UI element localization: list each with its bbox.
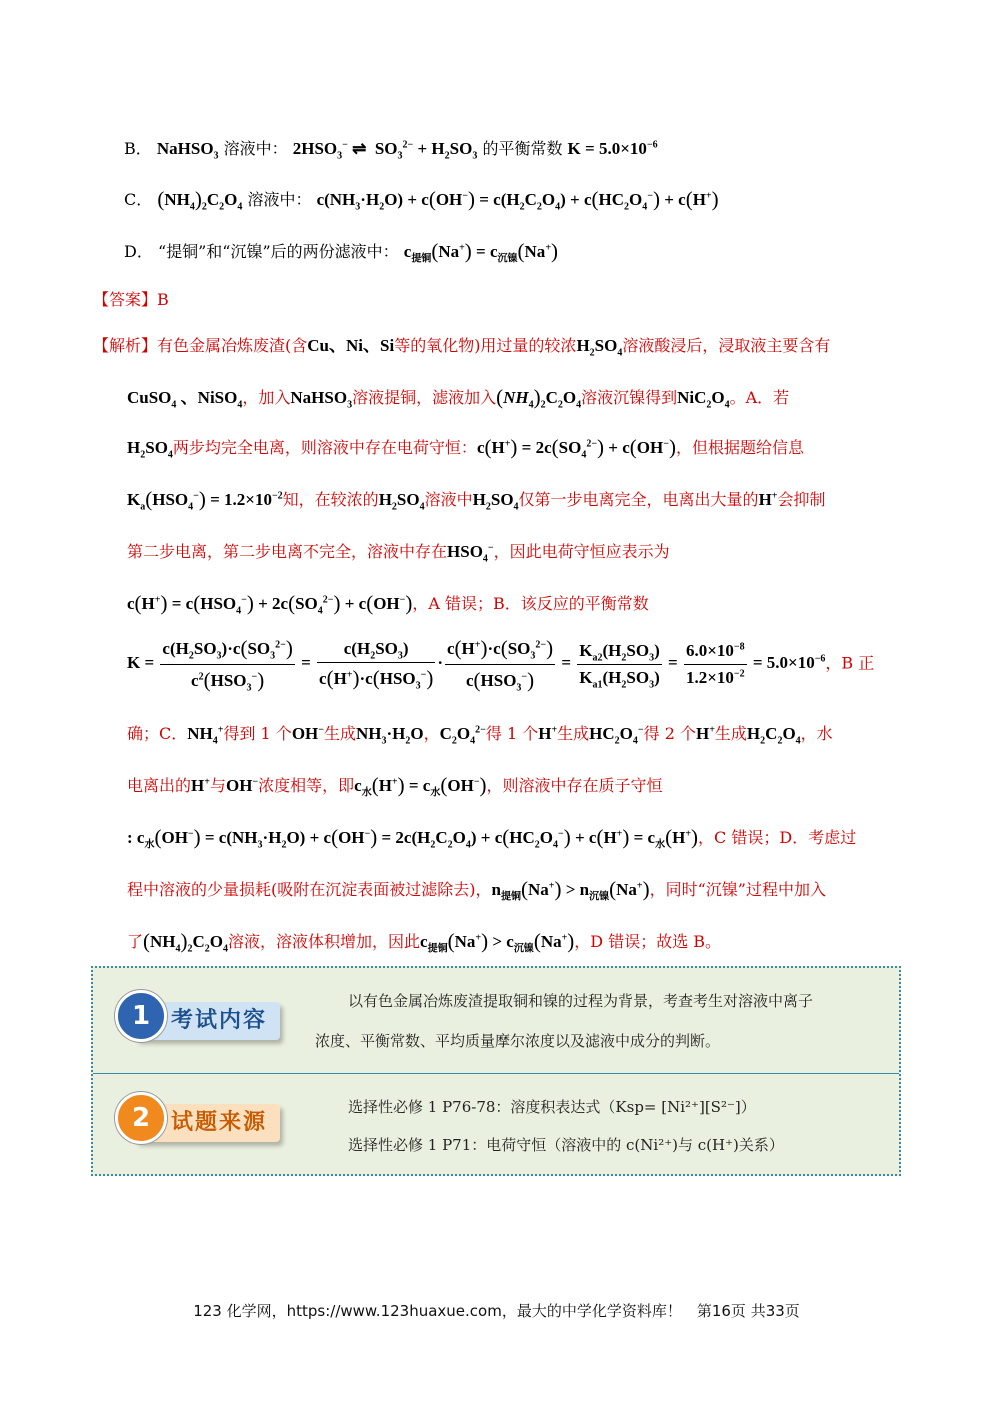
formula: H+ [758, 490, 778, 509]
analysis-line-10 [127, 825, 856, 850]
analysis-text: 得 1 个 [485, 724, 539, 743]
option-c-text: 溶液中： [247, 190, 312, 209]
analysis-text: ，D 错误；故选 B。 [574, 932, 722, 951]
option-b-label: B． [124, 139, 152, 158]
option-c-label: C． [124, 190, 153, 209]
formula: $H_2SO_4$ [127, 438, 173, 461]
option-b-equation: $2HSO_3^-$ ⇌ $SO_3^{2-} + H_2SO_3$ [292, 139, 478, 162]
option-b-formula: NaHSO$_3$ [156, 139, 219, 162]
option-c [124, 187, 719, 212]
analysis-text: 第二步电离，第二步电离不完全，溶液中存在 [127, 542, 448, 561]
formula: $(NH_4)_2C_2O_4$ [496, 385, 582, 411]
analysis-text: ，因此电荷守恒应表示为 [493, 542, 670, 561]
analysis-text: ，加入 [242, 388, 291, 407]
option-b [124, 136, 658, 162]
formula: OH− [291, 724, 324, 743]
analysis-text: 会抑制 [777, 490, 826, 509]
analysis-text: 等的氧化物)用过量的较浓 [394, 336, 577, 355]
answer-value: B [157, 290, 169, 309]
badge-exam-content [115, 990, 275, 1050]
analysis-line-1 [93, 331, 831, 359]
analysis-text: 溶液，溶液体积增加，因此 [228, 932, 421, 951]
analysis-text: 有色金属冶炼废渣(含 [157, 336, 308, 355]
analysis-text: ，C 错误；D．考虑过 [698, 828, 857, 847]
analysis-text: 溶液酸浸后，浸取液主要含有 [622, 336, 831, 355]
option-d [124, 239, 558, 264]
equation: $c(H^+) = 2c(SO_4^{2-}) + c(OH^-)$ [476, 435, 676, 461]
analysis-text: ，但根据题给信息 [675, 438, 804, 457]
formula: NaHSO$_3$ [290, 388, 353, 411]
box-divider [93, 1073, 899, 1074]
option-b-constant: $K = 5.0\times 10^{-6}$ [567, 139, 658, 158]
equation: $K_a(HSO_4^-) = 1.2\times 10^{-2}$ [127, 487, 283, 513]
formula: $HC_2O_4^-$ [589, 724, 644, 747]
question-source-text-1: 选择性必修 1 P76-78：溶度积表达式（Ksp= [Ni²⁺][S²⁻]） [348, 1098, 756, 1116]
equation: $c_{提铜}(Na^+) > c_{沉镍}(Na^+)$ [420, 929, 575, 955]
option-d-label: D． [124, 242, 153, 261]
formula: $NH_3\cdot H_2O$ [355, 724, 424, 747]
analysis-text: 溶液中 [424, 490, 473, 509]
analysis-line-5 [127, 539, 670, 565]
analysis-text: 生成 [557, 724, 590, 743]
option-c-equation: $c(NH_3\cdot H_2O) + c(OH^-) = c(H_2C_2O_4) + c(HC_2O_4^-) + c(H^+)$ [316, 187, 719, 213]
equilibrium-constant-expression: K = $\frac{c(H_2SO_3)\cdot c(SO_3^{2-})}{c^2(HSO_3^-)}$ = $\frac{c(H_2SO_3)}{c(H^+)\cdot c(HSO_3^-)}$ · $\frac{c(H^+)\cdot c(SO_3^{2-})}{c(HSO_3^-)}$ = $\frac{K_{a2}(H_2SO_3)}{K_{a1}(H_2SO_3)}$ = $\frac{6.0\times 10^{-8}}{1.2\times 10^{-2}}$ = $5.0\times 10^{-6}$ [127, 636, 826, 694]
formula: $(NH_4)_2C_2O_4$ [143, 929, 229, 955]
formula: $H_2C_2O_4$ [746, 724, 801, 747]
analysis-text: 溶液沉镍得到 [581, 388, 678, 407]
badge-tag: 试题来源 [135, 1104, 280, 1142]
badge-number: 2 [115, 1092, 167, 1144]
analysis-line-11 [127, 877, 826, 902]
question-source-text-2: 选择性必修 1 P71：电荷守恒（溶液中的 c(Ni²⁺)与 c(H⁺)关系） [348, 1136, 784, 1154]
analysis-text: 程中溶液的少量损耗(吸附在沉淀表面被过滤除去)， [127, 880, 492, 899]
formula: H+ [538, 724, 558, 743]
page-footer: 123 化学网，https://www.123huaxue.com，最大的中学化学资料库！ 第16页 共33页 [193, 1302, 800, 1320]
option-c-formula: $(NH_4)_2C_2O_4$ [157, 187, 243, 213]
equation: $c_水(H^+) = c_水(OH^-)$ [354, 773, 487, 799]
option-d-text: “提铜”和“沉镍”后的两份滤液中： [157, 242, 399, 261]
analysis-text: ，A 错误；B．该反应的平衡常数 [412, 594, 649, 613]
analysis-text: 生成 [323, 724, 356, 743]
formula: $C_2O_4^{2-}$ [439, 724, 486, 747]
analysis-text: 得到 1 个 [223, 724, 292, 743]
analysis-text: 生成 [714, 724, 747, 743]
formula: H+ [191, 776, 210, 795]
analysis-line-9 [127, 773, 663, 798]
badge-question-source [115, 1092, 275, 1152]
analysis-line-6 [127, 591, 649, 616]
analysis-text: 溶液提铜，滤液加入 [352, 388, 497, 407]
analysis-text: 与 [209, 776, 226, 795]
exam-content-text-1: 以有色金属冶炼废渣提取铜和镍的过程为背景，考查考生对溶液中离子 [348, 992, 814, 1010]
formula: $NiC_2O_4$ [677, 388, 730, 411]
equation: $n_{提铜}(Na^+) > n_{沉镍}(Na^+)$ [491, 877, 650, 903]
analysis-text: 浓度相等，即 [258, 776, 355, 795]
analysis-text: 电离出的 [127, 776, 192, 795]
formula: $H_2SO_4$ [378, 490, 425, 513]
analysis-text: ，水 [800, 724, 833, 743]
info-box [91, 966, 901, 1176]
answer-line [93, 287, 169, 310]
analysis-line-12 [127, 929, 721, 954]
formula: OH− [225, 776, 259, 795]
analysis-text: ，同时“沉镍”过程中加入 [649, 880, 826, 899]
analysis-label: 【解析】 [93, 336, 158, 355]
analysis-line-2 [127, 383, 789, 410]
formula: CuSO$_4$ 、NiSO$_4$ [127, 388, 243, 411]
formula: $H_2SO_4$ [576, 336, 623, 359]
analysis-text: ，则溶液中存在质子守恒 [486, 776, 663, 795]
option-d-equation: $c_{提铜}(Na^+) = c_{沉镍}(Na^+)$ [403, 239, 559, 265]
analysis-text: 。A．若 [729, 388, 790, 407]
formula: $NH_4^+$ [187, 724, 224, 747]
formula: $HSO_4^-$ [447, 542, 494, 565]
answer-label: 【答案】 [93, 290, 158, 309]
badge-tag: 考试内容 [135, 1002, 280, 1040]
analysis-text: 了 [127, 932, 144, 951]
analysis-text: 知，在较浓的 [282, 490, 379, 509]
formula: Cu、Ni、Si [307, 336, 395, 355]
analysis-line-7 [127, 636, 874, 693]
formula: H+ [695, 724, 715, 743]
exam-content-text-2: 浓度、平衡常数、平均质量摩尔浓度以及滤液中成分的判断。 [315, 1032, 721, 1050]
analysis-text: 两步均完全电离，则溶液中存在电荷守恒： [172, 438, 477, 457]
option-b-text: 溶液中： [223, 139, 288, 158]
analysis-line-4 [127, 487, 826, 512]
analysis-text: 得 2 个 [643, 724, 696, 743]
equation: : $c_水(OH^-) = c(NH_3\cdot H_2O) + c(OH^-) = 2c(H_2C_2O_4) + c(HC_2O_4^-) + c(H^+) = c_水(H^+)$ [127, 825, 699, 851]
analysis-text: 仅第一步电离完全，电离出大量的 [518, 490, 759, 509]
option-b-tail: 的平衡常数 [482, 139, 563, 158]
analysis-text: 确；C． [127, 724, 188, 743]
analysis-text: ，B 正 [825, 653, 875, 673]
analysis-line-3 [127, 435, 804, 460]
formula: $H_2SO_4$ [472, 490, 519, 513]
badge-number: 1 [115, 990, 167, 1042]
equation: $c(H^+) = c(HSO_4^-) + 2c(SO_4^{2-}) + c(OH^-)$ [127, 591, 413, 617]
analysis-line-8: 确；C．$NH_4^+$得到 1 个OH−生成$NH_3\cdot H_2O$，$C_2O_4^{2-}$得 1 个H+生成$HC_2O_4^-$得 2 个H+生成$H_2C_2O_4$，水 [127, 724, 833, 747]
